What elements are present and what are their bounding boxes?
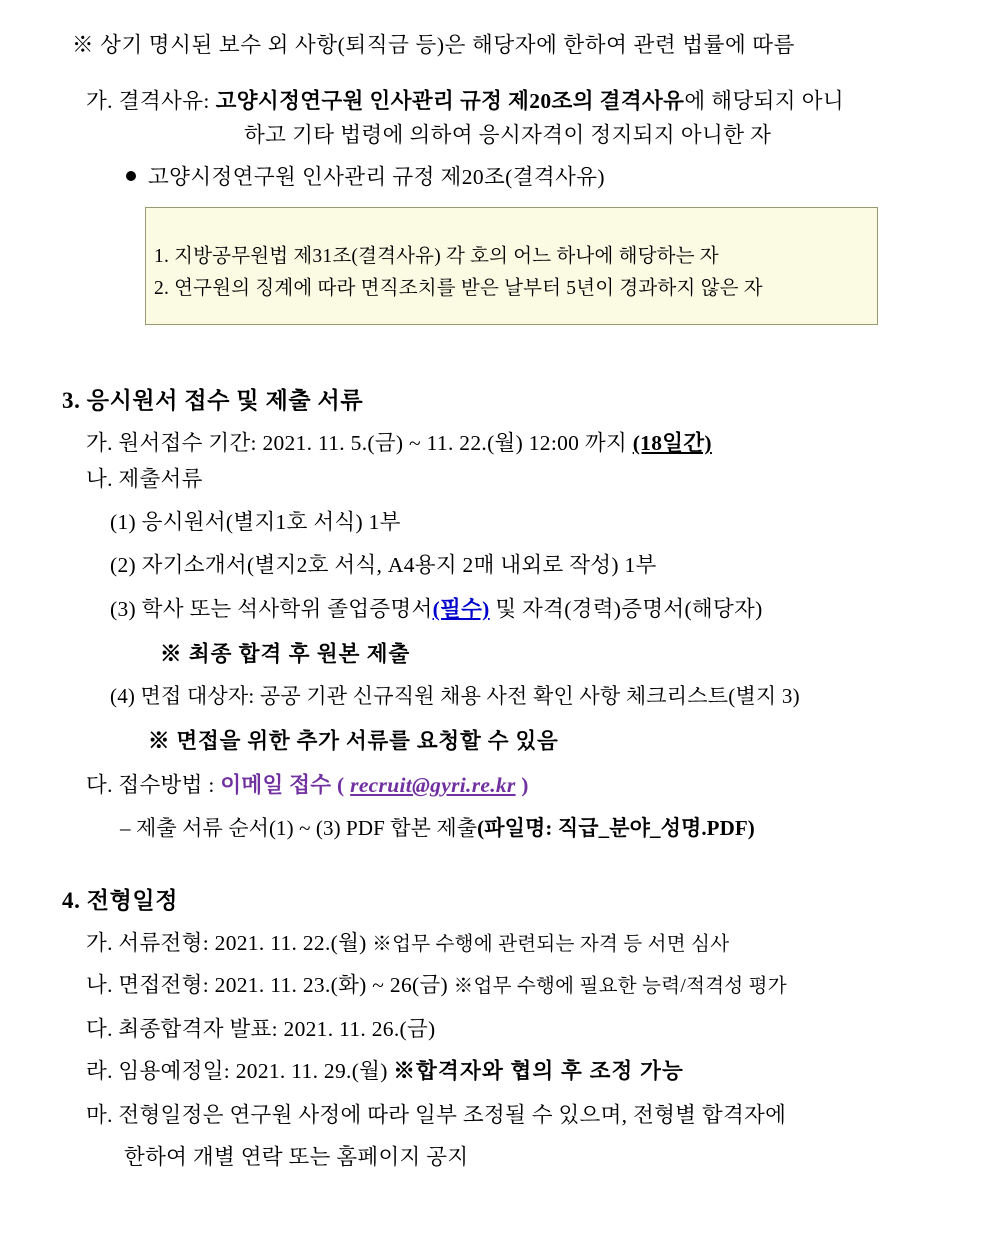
section-4-item-c: 다. 최종합격자 발표: 2021. 11. 26.(금) — [86, 1017, 436, 1041]
section-4-title: 4. 전형일정 — [62, 888, 179, 913]
section-3-item-c-sub-pre: – 제출 서류 순서(1) ~ (3) PDF 합본 제출 — [120, 816, 478, 840]
section-3-item-b1: (1) 응시원서(별지1호 서식) 1부 — [110, 510, 401, 534]
section-4-item-b-main: 나. 면접전형: 2021. 11. 23.(화) ~ 26(금) — [86, 973, 454, 997]
section-3-item-b3-note: ※ 최종 합격 후 원본 제출 — [160, 642, 411, 666]
section-3-item-b2: (2) 자기소개서(별지2호 서식, A4용지 2매 내외로 작성) 1부 — [110, 553, 657, 577]
section-3-item-b: 나. 제출서류 — [86, 467, 203, 491]
section-3-item-b4: (4) 면접 대상자: 공공 기관 신규직원 채용 사전 확인 사항 체크리스트(별지 3) — [110, 684, 800, 708]
disqualification-bold-part: 고양시정연구원 인사관리 규정 제20조의 결격사유 — [215, 89, 685, 113]
section-3-item-c-close: ) — [515, 773, 529, 797]
bullet-dot-icon — [126, 171, 136, 181]
top-note: ※ 상기 명시된 보수 외 사항(퇴직금 등)은 해당자에 한하여 관련 법률에 따름 — [72, 33, 796, 57]
section-3-item-a — [86, 426, 712, 457]
section-3-item-c-sub — [120, 812, 755, 842]
section-4-item-d-note: ※합격자와 협의 후 조정 가능 — [393, 1059, 685, 1083]
section-3-item-a-text: 가. 원서접수 기간: 2021. 11. 5.(금) ~ 11. 22.(월) 12:00 까지 — [86, 431, 633, 455]
section-3-item-c-method: 이메일 접수 ( — [220, 773, 351, 797]
section-3-item-c-pre: 다. 접수방법 : — [86, 773, 221, 797]
section-3-item-b3-pre: (3) 학사 또는 석사학위 졸업증명서 — [110, 597, 433, 621]
section-3-item-c — [86, 768, 529, 799]
section-3-title: 3. 응시원서 접수 및 제출 서류 — [62, 388, 364, 413]
disqualification-rest: 에 해당되지 아니 — [684, 89, 845, 113]
section-3-item-b3-required: (필수) — [432, 597, 490, 621]
section-3-item-b3 — [110, 592, 763, 623]
section-4-item-e-line1: 마. 전형일정은 연구원 사정에 따라 일부 조정될 수 있으며, 전형별 합격자에 — [86, 1103, 787, 1127]
section-4-item-b-note: ※업무 수행에 필요한 능력/적격성 평가 — [453, 976, 787, 997]
disqualification-line-1 — [86, 84, 844, 115]
section-3-item-c-sub-filename: (파일명: 직급_분야_성명.PDF) — [477, 816, 755, 840]
section-3-item-b4-note: ※ 면접을 위한 추가 서류를 요청할 수 있음 — [148, 729, 559, 753]
section-3-item-a-duration: (18일간) — [632, 431, 712, 455]
disqualification-line-2: 하고 기타 법령에 의하여 응시자격이 정지되지 아니한 자 — [244, 123, 772, 147]
section-4-item-b — [86, 968, 787, 999]
section-4-item-a-main: 가. 서류전형: 2021. 11. 22.(월) — [86, 931, 373, 955]
section-4-item-d-main: 라. 임용예정일: 2021. 11. 29.(월) — [86, 1059, 394, 1083]
section-4-item-a — [86, 926, 729, 957]
section-4-item-a-note: ※업무 수행에 관련되는 자격 등 서면 심사 — [372, 934, 730, 955]
recruit-email-link[interactable]: recruit@gyri.re.kr — [350, 773, 516, 797]
disqualification-bullet-text: 고양시정연구원 인사관리 규정 제20조(결격사유) — [148, 165, 605, 189]
disqualification-box-item-1: 1. 지방공무원법 제31조(결격사유) 각 호의 어느 하나에 해당하는 자 — [154, 246, 719, 267]
section-4-item-d — [86, 1054, 684, 1085]
disqualification-label: 가. 결격사유: — [86, 89, 210, 113]
section-3-item-b3-post: 및 자격(경력)증명서(해당자) — [489, 597, 763, 621]
disqualification-box-item-2: 2. 연구원의 징계에 따라 면직조치를 받은 날부터 5년이 경과하지 않은 자 — [154, 278, 763, 299]
disqualification-bullet — [126, 160, 605, 191]
section-4-item-e-line2: 한하여 개별 연락 또는 홈페이지 공지 — [124, 1145, 469, 1169]
